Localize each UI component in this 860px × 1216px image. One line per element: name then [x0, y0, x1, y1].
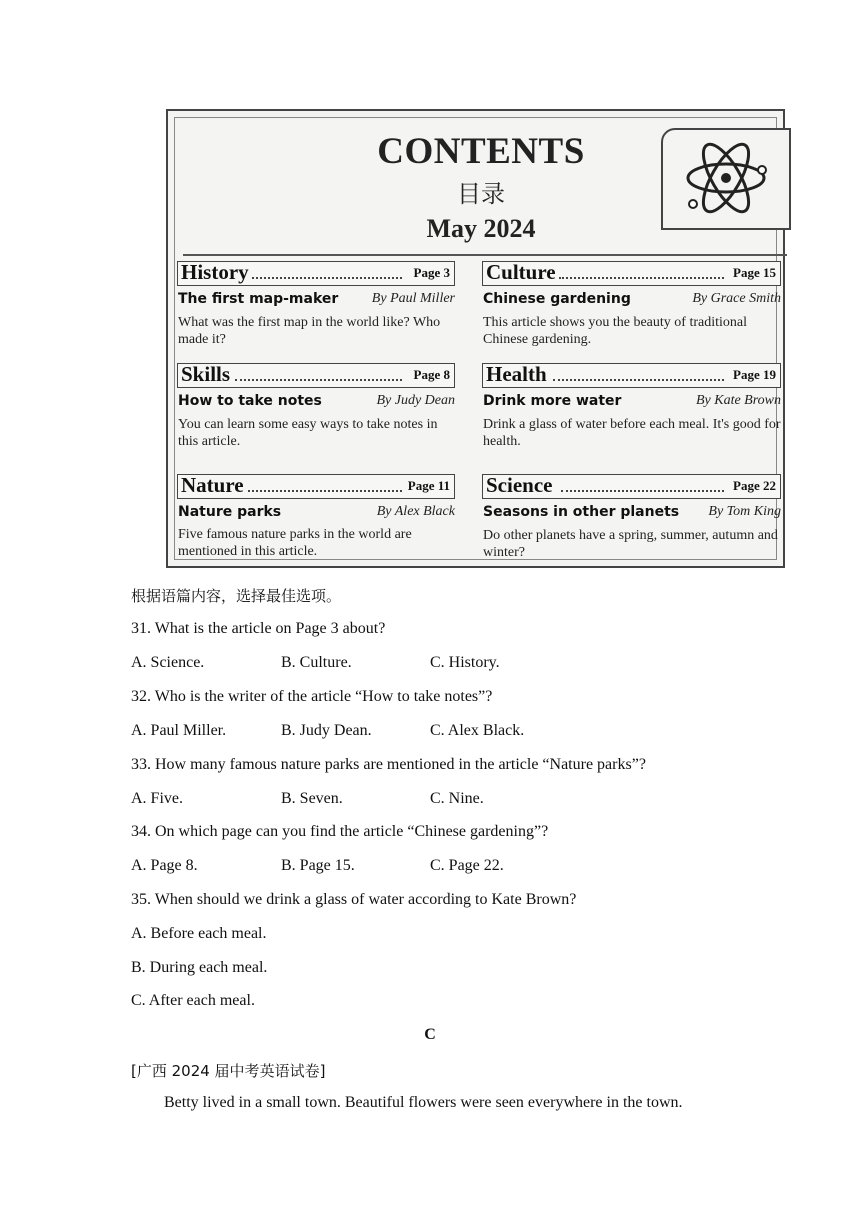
contents-entry-culture	[482, 260, 781, 347]
leader-dots	[248, 490, 402, 492]
article-description: Do other planets have a spring, summer, autumn and winter?	[483, 528, 778, 560]
contents-entry-skills	[177, 362, 455, 449]
article-author: By Grace Smith	[692, 291, 781, 306]
article-title: Chinese gardening	[483, 291, 631, 307]
option-35-b: B. During each meal.	[131, 959, 268, 976]
article-author: By Alex Black	[376, 504, 455, 519]
section-name: Health	[486, 362, 547, 386]
contents-entry-history	[177, 260, 455, 347]
section-page: Page 11	[407, 478, 450, 493]
option-31-a: A. Science.	[131, 654, 205, 671]
question-32: 32. Who is the writer of the article “How to take notes”?	[131, 688, 493, 705]
article-author: By Tom King	[708, 504, 781, 519]
question-33: 33. How many famous nature parks are mentioned in the article “Nature parks”?	[131, 756, 646, 773]
article-description: Five famous nature parks in the world are mentioned in this article.	[178, 527, 412, 559]
contents-panel	[166, 109, 785, 568]
option-31-b: B. Culture.	[281, 654, 352, 671]
section-header	[482, 474, 781, 499]
leader-dots	[553, 379, 724, 381]
leader-dots	[235, 379, 402, 381]
article-title: Nature parks	[178, 504, 282, 520]
question-35: 35. When should we drink a glass of water according to Kate Brown?	[131, 891, 577, 908]
article-author: By Paul Miller	[371, 291, 455, 306]
leader-dots	[561, 490, 724, 492]
section-header	[177, 474, 455, 499]
section-name: Science	[486, 473, 553, 497]
section-name: Nature	[181, 473, 244, 497]
section-page: Page 22	[733, 478, 776, 493]
option-33-a: A. Five.	[131, 790, 183, 807]
article-description: What was the first map in the world like? Who made it?	[178, 315, 441, 347]
section-page: Page 8	[413, 367, 450, 382]
passage-start: Betty lived in a small town. Beautiful flowers were seen everywhere in the town.	[164, 1094, 683, 1111]
contents-entry-nature	[177, 473, 455, 559]
article-author: By Judy Dean	[376, 393, 455, 408]
option-31-c: C. History.	[430, 654, 500, 671]
instruction: 根据语篇内容，选择最佳选项。	[131, 587, 342, 605]
section-header	[482, 363, 781, 388]
contents-frame	[174, 117, 781, 560]
option-34-c: C. Page 22.	[430, 857, 504, 874]
article-description: This article shows you the beauty of traditional Chinese gardening.	[483, 315, 747, 347]
divider	[183, 254, 787, 256]
article-title: Seasons in other planets	[483, 504, 680, 520]
leader-dots	[252, 277, 402, 279]
option-32-a: A. Paul Miller.	[131, 722, 227, 739]
contents-entry-science	[482, 473, 781, 560]
option-32-b: B. Judy Dean.	[281, 722, 372, 739]
option-35-c: C. After each meal.	[131, 992, 255, 1009]
article-title: The first map-maker	[178, 291, 339, 307]
article-title: Drink more water	[483, 393, 622, 409]
section-header	[177, 261, 455, 286]
logo-box	[661, 128, 791, 230]
option-32-c: C. Alex Black.	[430, 722, 525, 739]
atom-icon	[681, 136, 771, 220]
article-description: You can learn some easy ways to take notes in this article.	[178, 417, 438, 449]
option-33-c: C. Nine.	[430, 790, 484, 807]
option-33-b: B. Seven.	[281, 790, 343, 807]
contents-title: CONTENTS	[377, 131, 585, 172]
article-title: How to take notes	[178, 393, 322, 409]
section-header	[177, 363, 455, 388]
section-page: Page 15	[733, 265, 776, 280]
option-35-a: A. Before each meal.	[131, 925, 267, 942]
section-page: Page 3	[413, 265, 450, 280]
question-31: 31. What is the article on Page 3 about?	[131, 620, 386, 637]
article-author: By Kate Brown	[695, 393, 781, 408]
section-name: Culture	[486, 260, 556, 284]
section-letter: C	[424, 1026, 436, 1043]
section-header	[482, 261, 781, 286]
section-name: History	[181, 260, 249, 284]
option-34-a: A. Page 8.	[131, 857, 198, 874]
contents-subtitle: 目录	[457, 180, 505, 208]
contents-date: May 2024	[426, 214, 536, 243]
option-34-b: B. Page 15.	[281, 857, 355, 874]
article-description: Drink a glass of water before each meal. It's good for health.	[483, 417, 781, 449]
question-34: 34. On which page can you find the article “Chinese gardening”?	[131, 823, 549, 840]
leader-dots	[559, 277, 724, 279]
section-name: Skills	[181, 362, 231, 386]
section-page: Page 19	[733, 367, 776, 382]
contents-entry-health	[482, 362, 781, 449]
source-label: [广西 2024 届中考英语试卷]	[131, 1062, 326, 1080]
